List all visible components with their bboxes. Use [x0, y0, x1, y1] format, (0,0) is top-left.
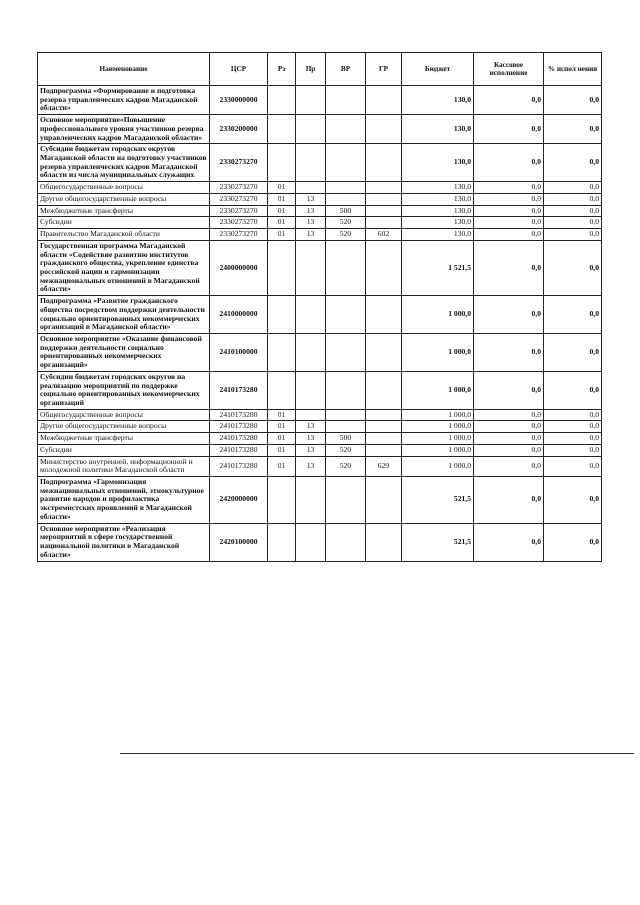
row-rz	[268, 371, 296, 409]
row-pr: 13	[296, 229, 326, 241]
row-csr: 2410173280	[210, 421, 268, 433]
row-rz: 01	[268, 433, 296, 445]
row-vr: 500	[326, 205, 366, 217]
row-gr	[366, 296, 402, 334]
row-cash: 0,0	[474, 433, 544, 445]
header-name: Наименование	[38, 53, 210, 86]
row-percent: 0,0	[544, 371, 602, 409]
row-rz: 01	[268, 217, 296, 229]
row-name: Государственная программа Магаданской области «Содействие развитию институтов гражданского общества, укрепление единства российской нации и гармонизации межнациональных отношений в Магаданской области»	[38, 240, 210, 295]
row-budget: 1 000,0	[402, 444, 474, 456]
row-cash: 0,0	[474, 240, 544, 295]
row-name: Межбюджетные трансферты	[38, 205, 210, 217]
table-row	[38, 182, 602, 194]
row-name: Другие общегосударственные вопросы	[38, 421, 210, 433]
table-row	[38, 193, 602, 205]
header-percent: % испол нения	[544, 53, 602, 86]
row-budget: 521,5	[402, 523, 474, 561]
row-pr	[296, 240, 326, 295]
row-budget: 130,0	[402, 115, 474, 144]
table-row	[38, 371, 602, 409]
row-vr: 520	[326, 217, 366, 229]
row-cash: 0,0	[474, 333, 544, 371]
table-row	[38, 229, 602, 241]
row-budget: 1 000,0	[402, 296, 474, 334]
row-vr	[326, 115, 366, 144]
table-row	[38, 240, 602, 295]
row-vr	[326, 523, 366, 561]
row-budget: 130,0	[402, 217, 474, 229]
table-header-row	[38, 53, 602, 86]
row-gr	[366, 86, 402, 115]
row-percent: 0,0	[544, 409, 602, 421]
row-rz	[268, 523, 296, 561]
row-csr: 2330000000	[210, 86, 268, 115]
header-budget: Бюджет	[402, 53, 474, 86]
row-csr: 2330273270	[210, 144, 268, 182]
table-row	[38, 86, 602, 115]
table-row	[38, 296, 602, 334]
table-row	[38, 433, 602, 445]
table-row	[38, 144, 602, 182]
row-cash: 0,0	[474, 144, 544, 182]
row-cash: 0,0	[474, 182, 544, 194]
row-gr	[366, 144, 402, 182]
row-name: Правительство Магаданской области	[38, 229, 210, 241]
row-csr: 2330273270	[210, 229, 268, 241]
row-rz	[268, 144, 296, 182]
row-cash: 0,0	[474, 86, 544, 115]
row-name: Субсидии бюджетам городских округов на реализацию мероприятий по поддержке социально ориентированных некоммерческих организаций	[38, 371, 210, 409]
table-row	[38, 115, 602, 144]
row-cash: 0,0	[474, 409, 544, 421]
row-name: Субсидии	[38, 217, 210, 229]
row-budget: 1 000,0	[402, 371, 474, 409]
row-percent: 0,0	[544, 523, 602, 561]
row-pr	[296, 409, 326, 421]
table-row	[38, 456, 602, 476]
footer-divider	[120, 753, 634, 754]
row-gr	[366, 409, 402, 421]
row-rz	[268, 333, 296, 371]
row-budget: 521,5	[402, 477, 474, 524]
row-name: Субсидии	[38, 444, 210, 456]
row-budget: 130,0	[402, 182, 474, 194]
row-csr: 2410173280	[210, 444, 268, 456]
row-rz: 01	[268, 182, 296, 194]
row-cash: 0,0	[474, 193, 544, 205]
row-percent: 0,0	[544, 333, 602, 371]
table-row	[38, 205, 602, 217]
row-budget: 1 000,0	[402, 409, 474, 421]
row-budget: 1 000,0	[402, 433, 474, 445]
row-csr: 2330200000	[210, 115, 268, 144]
row-vr	[326, 86, 366, 115]
row-budget: 130,0	[402, 229, 474, 241]
row-vr	[326, 421, 366, 433]
row-cash: 0,0	[474, 296, 544, 334]
row-gr	[366, 523, 402, 561]
row-percent: 0,0	[544, 205, 602, 217]
row-csr: 2410173280	[210, 433, 268, 445]
row-pr	[296, 296, 326, 334]
row-cash: 0,0	[474, 523, 544, 561]
row-gr	[366, 193, 402, 205]
row-pr	[296, 477, 326, 524]
row-percent: 0,0	[544, 433, 602, 445]
row-csr: 2330273270	[210, 193, 268, 205]
row-vr: 520	[326, 229, 366, 241]
table-body	[38, 86, 602, 562]
row-cash: 0,0	[474, 477, 544, 524]
row-csr: 2330273270	[210, 217, 268, 229]
header-vr: ВР	[326, 53, 366, 86]
row-rz: 01	[268, 444, 296, 456]
row-gr	[366, 333, 402, 371]
row-gr	[366, 444, 402, 456]
row-pr	[296, 523, 326, 561]
row-vr	[326, 144, 366, 182]
row-budget: 130,0	[402, 144, 474, 182]
row-percent: 0,0	[544, 217, 602, 229]
row-pr: 13	[296, 193, 326, 205]
row-rz: 01	[268, 193, 296, 205]
row-rz: 01	[268, 409, 296, 421]
row-cash: 0,0	[474, 205, 544, 217]
row-name: Общегосударственные вопросы	[38, 182, 210, 194]
row-budget: 1 000,0	[402, 421, 474, 433]
row-cash: 0,0	[474, 217, 544, 229]
row-name: Основное мероприятие «Реализация мероприятий в сфере государственной национальной политики в Магаданской области»	[38, 523, 210, 561]
row-pr	[296, 333, 326, 371]
row-vr	[326, 182, 366, 194]
table-row	[38, 217, 602, 229]
row-name: Подпрограмма «Гармонизация межнациональных отношений, этнокультурное развитие народов и профилактика экстремистских проявлений в Магаданской области»	[38, 477, 210, 524]
row-csr: 2410000000	[210, 296, 268, 334]
row-vr	[326, 477, 366, 524]
header-csr: ЦСР	[210, 53, 268, 86]
header-pr: Пр	[296, 53, 326, 86]
header-gr: ГР	[366, 53, 402, 86]
row-pr: 13	[296, 444, 326, 456]
row-budget: 130,0	[402, 193, 474, 205]
row-name: Основное мероприятие «Оказание финансовой поддержки деятельности социально ориентированных некоммерческих организаций»	[38, 333, 210, 371]
row-percent: 0,0	[544, 144, 602, 182]
row-percent: 0,0	[544, 444, 602, 456]
row-budget: 130,0	[402, 205, 474, 217]
row-pr	[296, 144, 326, 182]
table-row	[38, 444, 602, 456]
row-cash: 0,0	[474, 371, 544, 409]
row-pr: 13	[296, 421, 326, 433]
row-percent: 0,0	[544, 421, 602, 433]
row-gr	[366, 240, 402, 295]
row-gr	[366, 433, 402, 445]
table-row	[38, 523, 602, 561]
row-percent: 0,0	[544, 115, 602, 144]
row-gr	[366, 115, 402, 144]
row-rz	[268, 240, 296, 295]
row-cash: 0,0	[474, 421, 544, 433]
row-cash: 0,0	[474, 444, 544, 456]
row-rz	[268, 115, 296, 144]
row-rz: 01	[268, 456, 296, 476]
row-percent: 0,0	[544, 456, 602, 476]
row-name: Другие общегосударственные вопросы	[38, 193, 210, 205]
row-csr: 2420000000	[210, 477, 268, 524]
row-budget: 1 521,5	[402, 240, 474, 295]
row-gr: 602	[366, 229, 402, 241]
row-rz	[268, 86, 296, 115]
row-name: Межбюджетные трансферты	[38, 433, 210, 445]
table-row	[38, 333, 602, 371]
row-percent: 0,0	[544, 86, 602, 115]
row-pr	[296, 371, 326, 409]
row-cash: 0,0	[474, 229, 544, 241]
row-pr: 13	[296, 456, 326, 476]
row-pr	[296, 115, 326, 144]
row-vr	[326, 409, 366, 421]
row-vr	[326, 371, 366, 409]
row-vr	[326, 240, 366, 295]
row-percent: 0,0	[544, 477, 602, 524]
row-vr	[326, 193, 366, 205]
row-csr: 2410173280	[210, 409, 268, 421]
row-gr	[366, 421, 402, 433]
row-vr	[326, 333, 366, 371]
row-rz: 01	[268, 421, 296, 433]
row-rz: 01	[268, 229, 296, 241]
table-row	[38, 409, 602, 421]
row-gr	[366, 182, 402, 194]
row-csr: 2420100000	[210, 523, 268, 561]
row-pr: 13	[296, 433, 326, 445]
row-csr: 2410173280	[210, 371, 268, 409]
row-gr	[366, 371, 402, 409]
table-row	[38, 477, 602, 524]
table-row	[38, 421, 602, 433]
row-gr	[366, 217, 402, 229]
row-csr: 2410100000	[210, 333, 268, 371]
row-name: Общегосударственные вопросы	[38, 409, 210, 421]
row-percent: 0,0	[544, 182, 602, 194]
row-rz	[268, 296, 296, 334]
row-percent: 0,0	[544, 193, 602, 205]
row-percent: 0,0	[544, 240, 602, 295]
row-csr: 2400000000	[210, 240, 268, 295]
row-rz: 01	[268, 205, 296, 217]
row-pr: 13	[296, 205, 326, 217]
row-gr: 629	[366, 456, 402, 476]
row-csr: 2330273270	[210, 205, 268, 217]
row-cash: 0,0	[474, 115, 544, 144]
row-name: Подпрограмма «Формирование и подготовка резерва управленческих кадров Магаданской области»	[38, 86, 210, 115]
row-pr	[296, 86, 326, 115]
row-budget: 1 000,0	[402, 456, 474, 476]
row-pr: 13	[296, 217, 326, 229]
row-gr	[366, 477, 402, 524]
row-percent: 0,0	[544, 296, 602, 334]
row-gr	[366, 205, 402, 217]
row-pr	[296, 182, 326, 194]
row-cash: 0,0	[474, 456, 544, 476]
row-rz	[268, 477, 296, 524]
row-name: Субсидии бюджетам городских округов Магаданской области на подготовку участников резерва управленческих кадров Магаданской области из числа муниципальных служащих	[38, 144, 210, 182]
row-name: Министерство внутренней, информационной и молодежной политики Магаданской области	[38, 456, 210, 476]
header-rz: Рз	[268, 53, 296, 86]
row-vr: 520	[326, 456, 366, 476]
row-vr: 520	[326, 444, 366, 456]
row-percent: 0,0	[544, 229, 602, 241]
row-vr	[326, 296, 366, 334]
row-budget: 130,0	[402, 86, 474, 115]
budget-table	[37, 52, 602, 562]
row-budget: 1 000,0	[402, 333, 474, 371]
header-cash: Кассовое исполнение	[474, 53, 544, 86]
row-name: Подпрограмма «Развитие гражданского общества посредством поддержки деятельности социально ориентированных некоммерческих организаций в Магаданской области»	[38, 296, 210, 334]
row-csr: 2330273270	[210, 182, 268, 194]
row-vr: 500	[326, 433, 366, 445]
row-name: Основное мероприятие«Повышение профессионального уровня участников резерва управленческих кадров Магаданской области»	[38, 115, 210, 144]
row-csr: 2410173280	[210, 456, 268, 476]
